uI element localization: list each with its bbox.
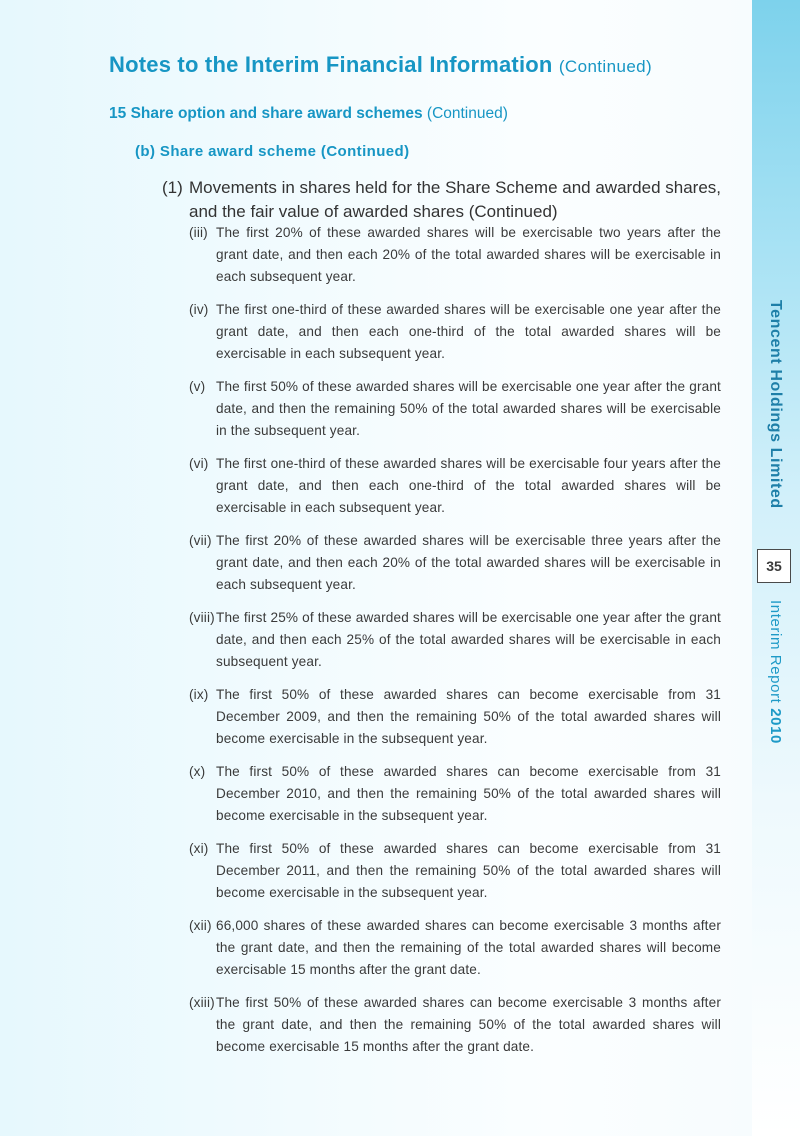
section-heading xyxy=(109,105,508,123)
note-item-label: (vi) xyxy=(189,456,209,471)
note-item-text: The first one-third of these awarded shares will be exercisable four years after the grant date, and then each one-third of the total awarded shares will be exercisable in each subsequent year. xyxy=(216,456,721,515)
note-item-label: (v) xyxy=(189,379,206,394)
note-item-text: 66,000 shares of these awarded shares can become exercisable 3 months after the grant date, and then the remaining of the total awarded shares will become exercisable 15 months after the grant date. xyxy=(216,918,721,977)
note-item-text: The first one-third of these awarded shares will be exercisable one year after the grant date, and then each one-third of the total awarded shares will be exercisable in each subsequent year. xyxy=(216,302,721,361)
section-suffix: (Continued) xyxy=(426,105,508,122)
note-item-label: (xii) xyxy=(189,918,212,933)
sidebar-company-name: Tencent Holdings Limited xyxy=(767,300,784,509)
note-item xyxy=(189,530,721,596)
subsection-heading: (b) Share award scheme (Continued) xyxy=(135,143,410,160)
page-number: 35 xyxy=(766,558,782,574)
numbered-heading-text: Movements in shares held for the Share Scheme and awarded shares, and the fair value of awarded shares (Continued) xyxy=(189,178,722,221)
section-title: Share option and share award schemes xyxy=(130,105,423,122)
note-item xyxy=(189,607,721,673)
note-item-text: The first 25% of these awarded shares will be exercisable one year after the grant date, and then each 25% of the total awarded shares will be exercisable in each subsequent year. xyxy=(216,610,721,669)
note-item-label: (xi) xyxy=(189,841,209,856)
note-item-label: (vii) xyxy=(189,533,212,548)
note-item-label: (iii) xyxy=(189,225,208,240)
note-item xyxy=(189,453,721,519)
note-item-text: The first 50% of these awarded shares will be exercisable one year after the grant date, and then the remaining 50% of the total awarded shares will be exercisable in the subsequent year. xyxy=(216,379,721,438)
note-item xyxy=(189,376,721,442)
section-number: 15 xyxy=(109,105,127,122)
notes-list xyxy=(189,222,721,1069)
note-item xyxy=(189,684,721,750)
report-label: Interim Report xyxy=(767,600,784,704)
note-item-label: (ix) xyxy=(189,687,209,702)
note-item xyxy=(189,992,721,1058)
note-item xyxy=(189,915,721,981)
page-title-suffix: (Continued) xyxy=(558,57,653,76)
note-item xyxy=(189,222,721,288)
note-item xyxy=(189,761,721,827)
note-item-text: The first 20% of these awarded shares will be exercisable three years after the grant date, and then each 20% of the total awarded shares will be exercisable in each subsequent year. xyxy=(216,533,721,592)
note-item xyxy=(189,838,721,904)
numbered-heading-number: (1) xyxy=(162,178,183,197)
page-title xyxy=(109,52,652,78)
numbered-heading xyxy=(162,176,730,224)
note-item xyxy=(189,299,721,365)
note-item-text: The first 20% of these awarded shares will be exercisable two years after the grant date, and then each 20% of the total awarded shares will be exercisable in each subsequent year. xyxy=(216,225,721,284)
note-item-text: The first 50% of these awarded shares can become exercisable from 31 December 2011, and then the remaining 50% of the total awarded shares will become exercisable in the subsequent year. xyxy=(216,841,721,900)
report-year: 2010 xyxy=(767,708,784,744)
page-number-box xyxy=(757,549,791,583)
note-item-label: (viii) xyxy=(189,610,215,625)
note-item-text: The first 50% of these awarded shares can become exercisable from 31 December 2010, and then the remaining 50% of the total awarded shares will become exercisable in the subsequent year. xyxy=(216,764,721,823)
note-item-text: The first 50% of these awarded shares can become exercisable from 31 December 2009, and then the remaining 50% of the total awarded shares will become exercisable in the subsequent year. xyxy=(216,687,721,746)
note-item-text: The first 50% of these awarded shares can become exercisable 3 months after the grant date, and then the remaining 50% of the total awarded shares will become exercisable 15 months after the grant date. xyxy=(216,995,721,1054)
sidebar-report-title xyxy=(767,600,784,744)
page-title-text: Notes to the Interim Financial Information xyxy=(109,52,553,77)
note-item-label: (x) xyxy=(189,764,206,779)
note-item-label: (iv) xyxy=(189,302,209,317)
note-item-label: (xiii) xyxy=(189,995,215,1010)
